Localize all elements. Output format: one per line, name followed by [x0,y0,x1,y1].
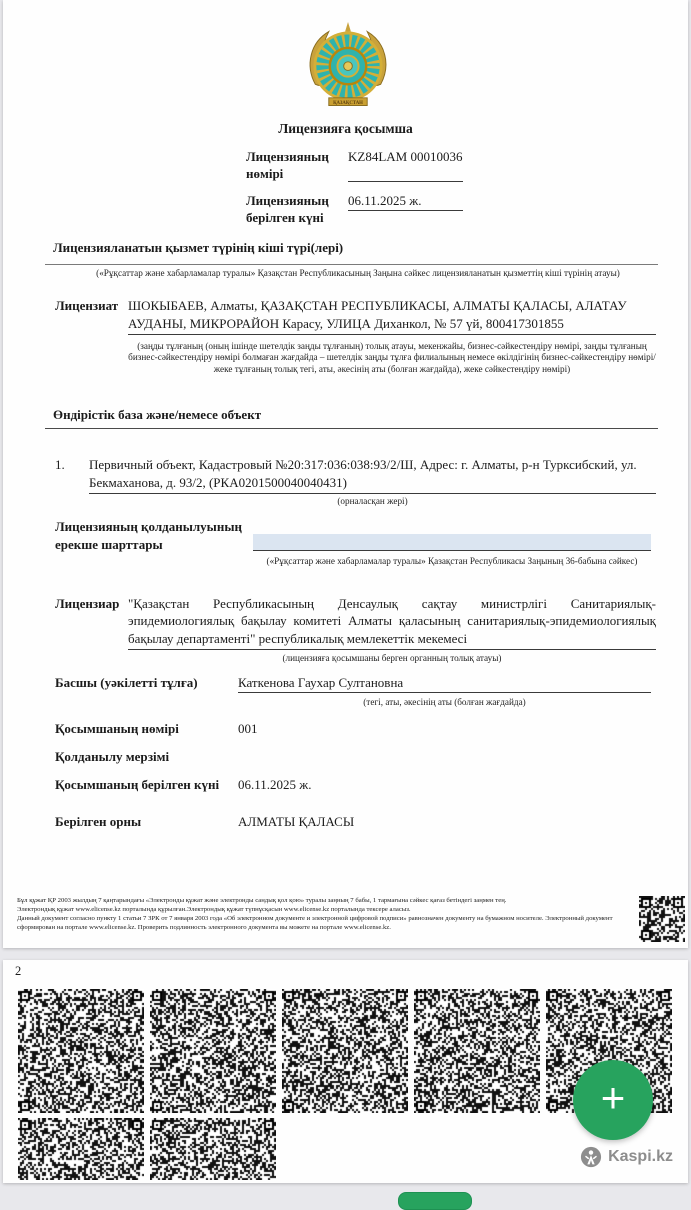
qr-code [150,989,276,1113]
license-number-field [246,149,463,182]
appendix-number-label: Қосымшаның нөмірі [55,721,179,736]
license-number-value: KZ84LAM 00010036 [348,149,463,182]
kaspi-brand-text: Kaspi.kz [608,1148,673,1165]
document-page-1 [3,0,688,948]
page-number: 2 [15,964,22,978]
conditions-highlight-field[interactable] [253,534,651,551]
license-date-label: Лицензияның берілген күні [246,193,329,225]
head-caption: (тегі, аты, әкесінің аты (болған жағдайда) [363,697,526,707]
divider-line [45,428,658,429]
licensee-value: ШОКЫБАЕВ, Алматы, ҚАЗАҚСТАН РЕСПУБЛИКАСЫ, АЛМАТЫ ҚАЛАСЫ, АЛАТАУ АУДАНЫ, МИКРОРАЙОН Карасу, УЛИЦА Диханкол, № 57 үй, 800417301855 [128,297,656,335]
subtype-section-title: Лицензияланатын қызмет түрінің кіші түрі(лері) [53,240,344,255]
kazakhstan-emblem-icon [300,20,396,123]
footer-line-ru: Данный документ согласно пункту 1 статьи 7 ЗРК от 7 января 2003 года «Об электронном документе и электронной цифровой подписи» равнозначен документу на бумажном носителе. Электронный документ сформирован на портале www.elicense.kz. Проверить подлинность электронного документа вы можете на портале www.elicense.kz. [17,915,613,931]
head-value: Каткенова Гаухар Султановна [238,674,651,693]
issue-place-row [55,813,655,831]
appendix-number-value: 001 [238,721,258,736]
add-button[interactable] [573,1060,653,1140]
appendix-date-value: 06.11.2025 ж. [238,777,312,792]
object-item-number: 1. [55,457,65,472]
validity-label: Қолданылу мерзімі [55,749,170,764]
qr-code [18,989,144,1113]
appendix-date-label: Қосымшаның берілген күні [55,777,220,792]
verification-qr-code [639,896,685,942]
conditions-label: Лицензияның қолданылуының ерекше шарттары [55,519,242,552]
appendix-date-row [55,776,655,794]
document-page-2 [3,960,688,1183]
appendix-number-row [55,720,655,738]
conditions-caption: («Рұқсаттар және хабарламалар туралы» Қазақстан Республикасы Заңының 36-бабына сәйкес) [266,556,638,566]
barcode-row-2 [18,1118,276,1180]
license-date-value: 06.11.2025 ж. [348,193,463,211]
footer-line-kk2: Электрондық құжат www.elicense.kz порталында құрылған.Электрондық құжат түпнұсқасын www.elicense.kz порталында тексере аласыз. [17,906,411,913]
licensee-label: Лицензиат [55,298,119,313]
subtype-caption: («Рұқсаттар және хабарламалар туралы» Қазақстан Республикасының Заңына сәйкес лицензияланатын қызметтің кіші түрінің атауы) [96,268,620,278]
object-item-text: Первичный объект, Кадастровый №20:317:036:038:93/2/Ш, Адрес: г. Алматы, р-н Турксибский, ул. Бекмаханова, д. 93/2, (РКА0201500040040431) [89,456,656,494]
object-item-caption: (орналасқан жері) [337,496,408,506]
plus-icon: + [600,1074,626,1121]
head-label: Басшы (уәкілетті тұлға) [55,675,198,690]
qr-code [414,989,540,1113]
production-section-title: Өндірістік база және/немесе объект [53,407,262,422]
license-number-label: Лицензияның нөмірі [246,149,329,181]
licensor-caption: (лицензияға қосымшаны берген органның толық атауы) [282,653,502,663]
footer-line-kk1: Бұл құжат ҚР 2003 жылдың 7 қаңтарындағы «Электронды құжат және электронды сандық қол қою» туралы заңның 7 бабы, 1 тармағына сәйкес қағаз бетіндегі заңмен тең. [17,897,507,904]
issue-place-label: Берілген орны [55,814,142,829]
emblem-banner-text: ҚАЗАҚСТАН [333,101,363,107]
document-title: Лицензияға қосымша [278,121,413,136]
licensor-value: "Қазақстан Республикасының Денсаулық сақтау министрлігі Санитариялық-эпидемиологиялық бақылау комитеті Алматы қаласының санитариялық-эпидемиологиялық бақылау департаменті" республикалық мемлекеттік мекемесі [128,595,656,650]
divider-line [45,264,658,265]
issue-place-value: АЛМАТЫ ҚАЛАСЫ [238,814,355,829]
bottom-action-pill[interactable] [398,1192,472,1210]
kaspi-watermark [580,1146,673,1168]
licensor-label: Лицензиар [55,596,120,611]
validity-row [55,748,655,766]
licensee-caption: (заңды тұлғаның (оның ішінде шетелдік заңды тұлғаның) толық атауы, мекенжайы, бизнес-сәйкестендіру нөмірі, заңды тұлғаның бизнес-сәйкестендіру нөмірі болмаған жағдайда – шетелдік заңды тұлға филиалының немесе өкілдігінің бизнес-сәйкестендіру нөмірі/жеке тұлғаның толық тегі, аты, әкесінің аты (болған жағдайда), жеке сәйкестендіру нөмірі) [128,341,656,374]
qr-code [18,1118,144,1180]
kaspi-logo-icon [580,1146,602,1168]
qr-code [282,989,408,1113]
license-date-field [246,193,463,226]
qr-code [150,1118,276,1180]
footer-legal-text [17,896,629,932]
